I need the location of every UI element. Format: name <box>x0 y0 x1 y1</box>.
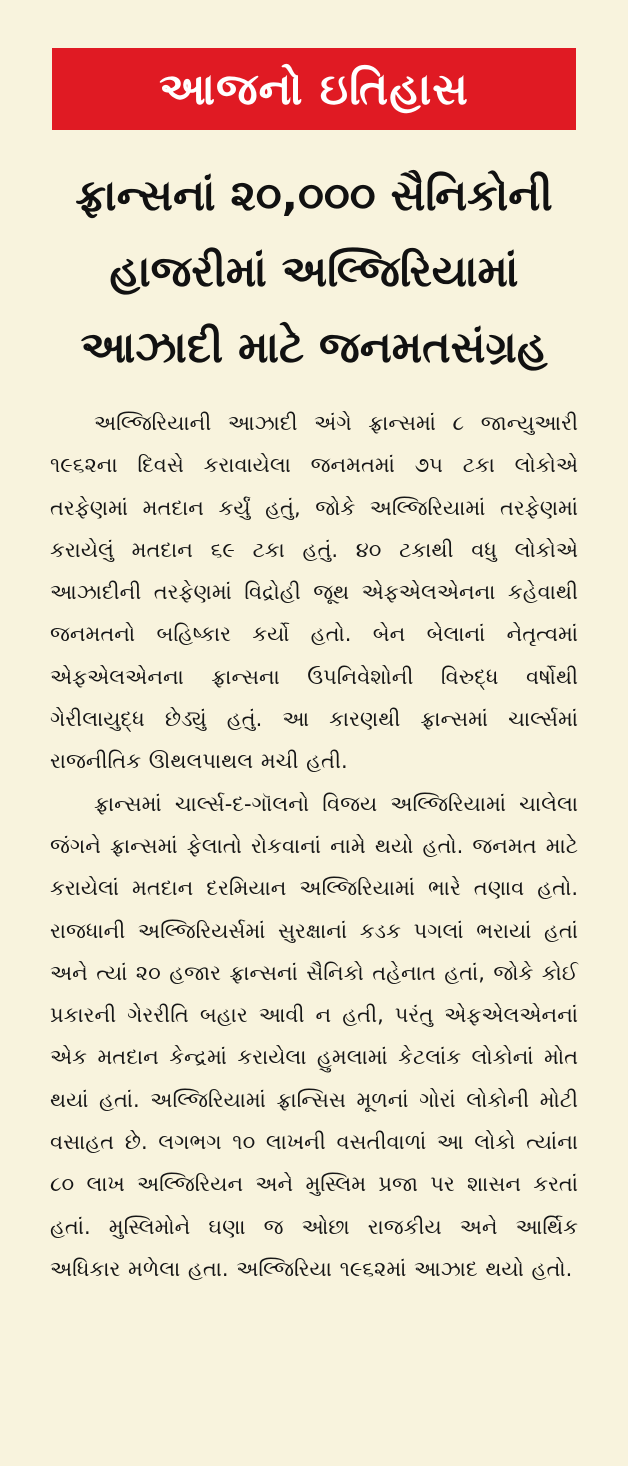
headline-line-3: આઝાદી માટે જનમતસંગ્રહ <box>80 323 548 373</box>
headline <box>30 158 598 386</box>
section-banner <box>52 48 576 130</box>
article-paragraph-1: અલ્જિરિયાની આઝાદી અંગે ફ્રાન્સમાં ૮ જાન્યુઆરી ૧૯૬૨ના દિવસે કરાવાયેલા જનમતમાં ૭૫ ટકા લોકોએ તરફેણમાં મતદાન કર્યું હતું, જોકે અલ્જિરિયામાં તરફેણમાં કરાયેલું મતદાન ૬૯ ટકા હતું. ૪૦ ટકાથી વધુ લોકોએ આઝાદીની તરફેણમાં વિદ્રોહી જૂથ એફએલએનના કહેવાથી જનમતનો બહિષ્કાર કર્યો હતો. બેન બેલાનાં નેતૃત્વમાં એફએલએનના ફ્રાન્સના ઉપનિવેશોની વિરુદ્ધ વર્ષોથી ગેરીલાયુદ્ધ છેડ્યું હતું. આ કારણથી ફ્રાન્સમાં ચાર્લ્સમાં રાજનીતિક ઊથલપાથલ મચી હતી. <box>50 411 578 774</box>
article-body <box>50 402 578 1290</box>
section-title: આજનો ઇતિહાસ <box>159 63 469 115</box>
headline-line-1: ફ્રાન્સનાં ૨૦,૦૦૦ સૈનિકોની <box>75 171 553 221</box>
headline-line-2: હાજરીમાં અલ્જિરિયામાં <box>109 247 519 297</box>
article-paragraph-2: ફ્રાન્સમાં ચાર્લ્સ-દ-ગૉલનો વિજય અલ્જિરિયામાં ચાલેલા જંગને ફ્રાન્સમાં ફેલાતો રોકવાનાં નામે થયો હતો. જનમત માટે કરાયેલાં મતદાન દરમિયાન અલ્જિરિયામાં ભારે તણાવ હતો. રાજધાની અલ્જિરિયર્સમાં સુરક્ષાનાં કડક પગલાં ભરાયાં હતાં અને ત્યાં ૨૦ હજાર ફ્રાન્સનાં સૈનિકો તહેનાત હતાં, જોકે કોઈ પ્રકારની ગેરરીતિ બહાર આવી ન હતી, પરંતુ એફએલએનનાં એક મતદાન કેન્દ્રમાં કરાયેલા હુમલામાં કેટલાંક લોકોનાં મોત થયાં હતાં. અલ્જિરિયામાં ફ્રાન્સિસ મૂળનાં ગોરાં લોકોની મોટી વસાહત છે. લગભગ ૧૦ લાખની વસતીવાળાં આ લોકો ત્યાંના ૮૦ લાખ અલ્જિરિયન અને મુસ્લિમ પ્રજા પર શાસન કરતાં હતાં. મુસ્લિમોને ઘણા જ ઓછા રાજકીય અને આર્થિક અધિકાર મળેલા હતા. અલ્જિરિયા ૧૯૬૨માં આઝાદ થયો હતો. <box>50 791 578 1281</box>
